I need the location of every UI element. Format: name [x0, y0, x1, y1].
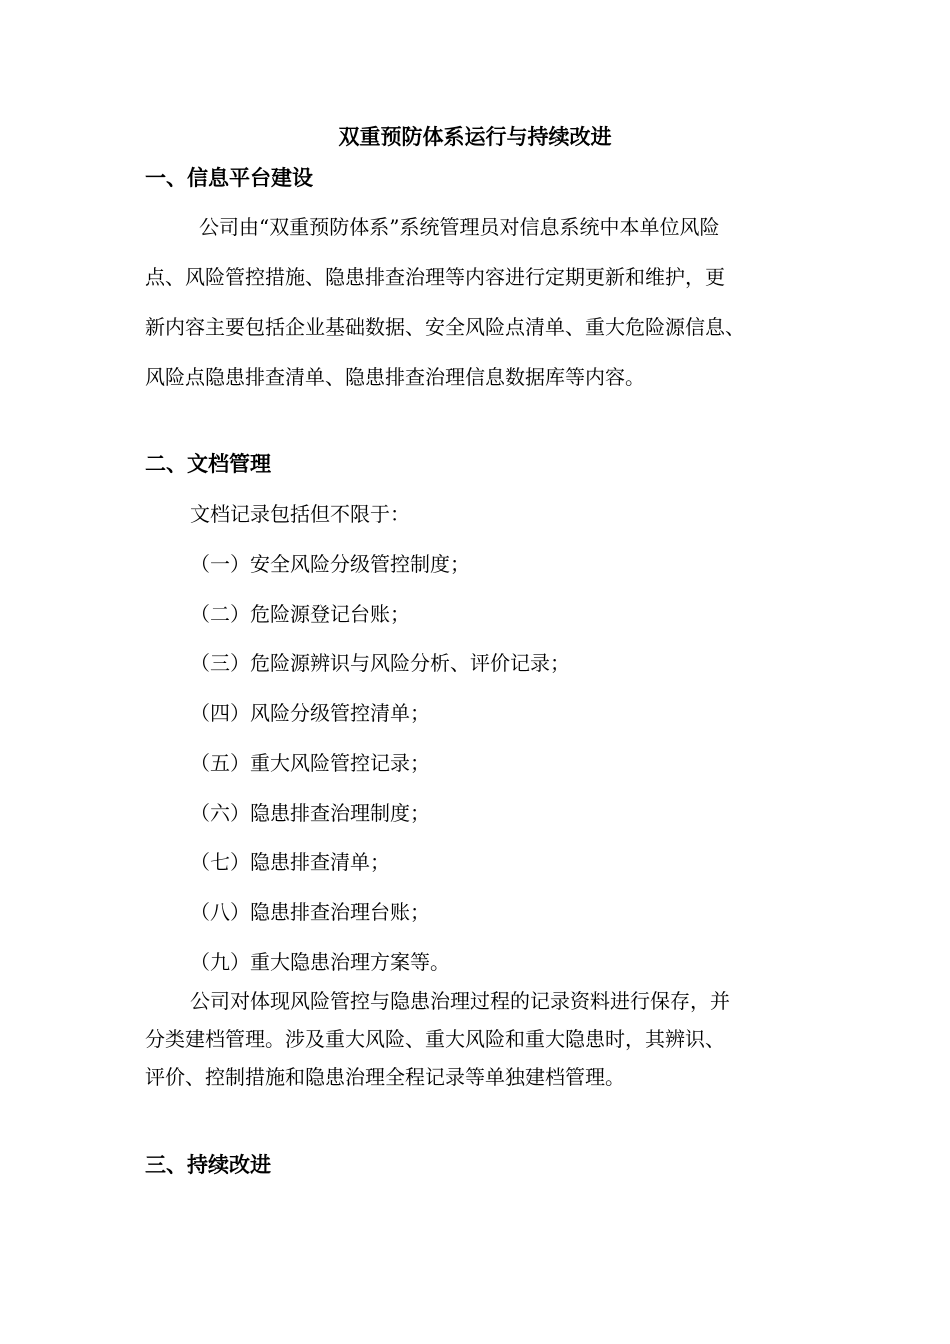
paragraph-line: 新内容主要包括企业基础数据、安全风险点清单、重大危险源信息、	[145, 315, 745, 339]
list-item: （九）重大隐患治理方案等。	[190, 950, 450, 974]
list-item: （六）隐患排查治理制度；	[190, 801, 430, 825]
document-title: 双重预防体系运行与持续改进	[338, 124, 612, 149]
section-heading-document-management: 二、文档管理	[145, 451, 271, 476]
list-item: （四）风险分级管控清单；	[190, 701, 430, 725]
list-item: （一）安全风险分级管控制度；	[190, 552, 470, 576]
paragraph-line: 分类建档管理。涉及重大风险、重大风险和重大隐患时，其辨识、	[145, 1027, 725, 1051]
list-item: （二）危险源登记台账；	[190, 602, 410, 626]
paragraph-line: 公司由“双重预防体系”系统管理员对信息系统中本单位风险	[199, 215, 720, 239]
paragraph-line: 点、风险管控措施、隐患排查治理等内容进行定期更新和维护，更	[145, 265, 725, 289]
list-item: （七）隐患排查清单；	[190, 850, 390, 874]
section-heading-info-platform: 一、信息平台建设	[145, 165, 313, 190]
list-item: （八）隐患排查治理台账；	[190, 900, 430, 924]
section-heading-continuous-improvement: 三、持续改进	[145, 1152, 271, 1177]
list-intro: 文档记录包括但不限于：	[190, 502, 410, 526]
list-item: （三）危险源辨识与风险分析、评价记录；	[190, 651, 570, 675]
list-item: （五）重大风险管控记录；	[190, 751, 430, 775]
paragraph-line: 风险点隐患排查清单、隐患排查治理信息数据库等内容。	[145, 365, 645, 389]
paragraph-line: 公司对体现风险管控与隐患治理过程的记录资料进行保存，并	[190, 989, 730, 1013]
paragraph-line: 评价、控制措施和隐患治理全程记录等单独建档管理。	[145, 1065, 625, 1089]
